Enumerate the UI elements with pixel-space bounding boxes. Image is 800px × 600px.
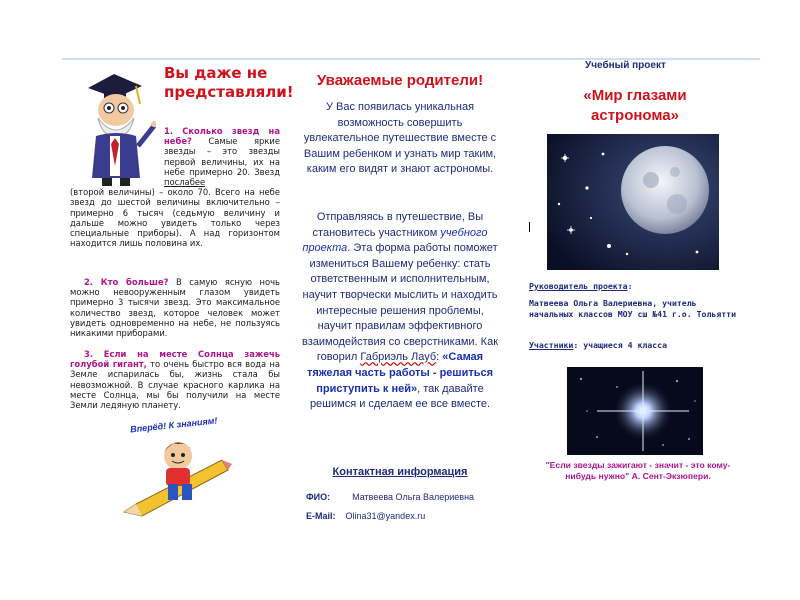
fact-2-text: В самую ясную ночь можно невооруженным глазом увидеть примерно 3 тысячи звезд. Это максимальное количество звезд, которое человек может увидеть одновременно на небе, не пользуясь никакими приборами.	[70, 277, 280, 339]
teacher-info: Матвеева Ольга Валериевна, учитель начальных классов МОУ сш №41 г.о. Тольятти	[529, 298, 737, 319]
project-italic: учебного проекта	[302, 226, 488, 255]
text-cursor-mark	[529, 222, 530, 232]
fact-1-underlined: послабее	[164, 177, 206, 188]
participants-label: Участники	[529, 340, 574, 350]
bright-star-image	[567, 367, 703, 455]
quote-colon: :	[436, 351, 440, 364]
fact-1-text-2: (второй величины) – около 70. Всего на небе звезд до шестой величины включительно – примерно 6 тысяч (седьмую величину и дальше можно увидеть только через специальные приборы). А над горизонтом находится лишь половина их.	[70, 187, 280, 249]
project-paragraph	[300, 210, 500, 413]
kid-on-pencil-illustration	[122, 430, 232, 520]
fact-1-title: 1. Сколько звезд на небе?	[164, 126, 280, 147]
email-row	[306, 511, 425, 521]
project-title: «Мир глазами астронома»	[583, 87, 687, 124]
quote-text: «Самая тяжелая часть работы - решиться приступить к ней»	[306, 351, 494, 395]
contacts-title: Контактная информация	[332, 466, 468, 478]
project-text-start: Отправляясь в путешествие, Вы становитесь участником	[312, 211, 484, 239]
fact-3-title: 3. Если на месте Солнца зажечь голубой гигант,	[70, 349, 280, 370]
project-label: Учебный проект	[585, 60, 666, 71]
moon-image	[547, 134, 719, 270]
participants	[529, 340, 739, 351]
project-leader	[529, 281, 739, 292]
participants-value: : учащиеся 4 класса	[573, 340, 668, 350]
leader-colon: :	[627, 281, 633, 291]
project-text-end: , так давайте решимся и сделаем ее все вместе.	[309, 382, 491, 411]
leader-label: Руководитель проекта	[529, 281, 628, 291]
fact-3-text: то очень быстро вся вода на Земле испарилась бы, жизнь стала бы невозможной. В случае красного карлика на месте Солнца, мы бы получили на месте Земли ледяную планету.	[70, 359, 280, 411]
email-value[interactable]: Olina31@yandex.ru	[345, 511, 426, 521]
email-label: E-Mail:	[306, 511, 336, 521]
fio-row	[306, 492, 474, 502]
fio-label: ФИО:	[306, 492, 331, 502]
parents-title: Уважаемые родители!	[316, 72, 484, 89]
fact-2-title: 2. Кто больше?	[84, 277, 169, 287]
quote-author: Габриэль Лауб	[360, 351, 437, 364]
fio-value: Матвеева Ольга Валериевна	[352, 492, 475, 502]
project-text-rest: . Эта форма работы поможет измениться Вашему ребенку: стать ответственным и исполнительным, научит творчески мыслить и находить интересные решения проблемы, научит правилам эффективного взаимодействия со сверстниками. Как говорил	[301, 242, 499, 364]
fact-1-text: Самые яркие звезды – это звезды первой величины, их на небе примерно 20. Звезд	[164, 136, 280, 177]
left-heading: Вы даже не представляли!	[164, 64, 294, 101]
exupery-quote: "Если звезды зажигают - значит - это кому-нибудь нужно" А. Сент-Экзюпери.	[545, 460, 731, 481]
intro-paragraph: У Вас появилась уникальная возможность совершить увлекательное путешествие вместе с Вашим ребенком и узнать мир таким, каким его видят и знают астрономы.	[303, 101, 497, 176]
fact-2	[70, 277, 280, 338]
forward-caption: Вперёд! К знаниям!	[129, 415, 218, 435]
fact-1	[70, 126, 280, 248]
fact-3	[70, 349, 280, 410]
